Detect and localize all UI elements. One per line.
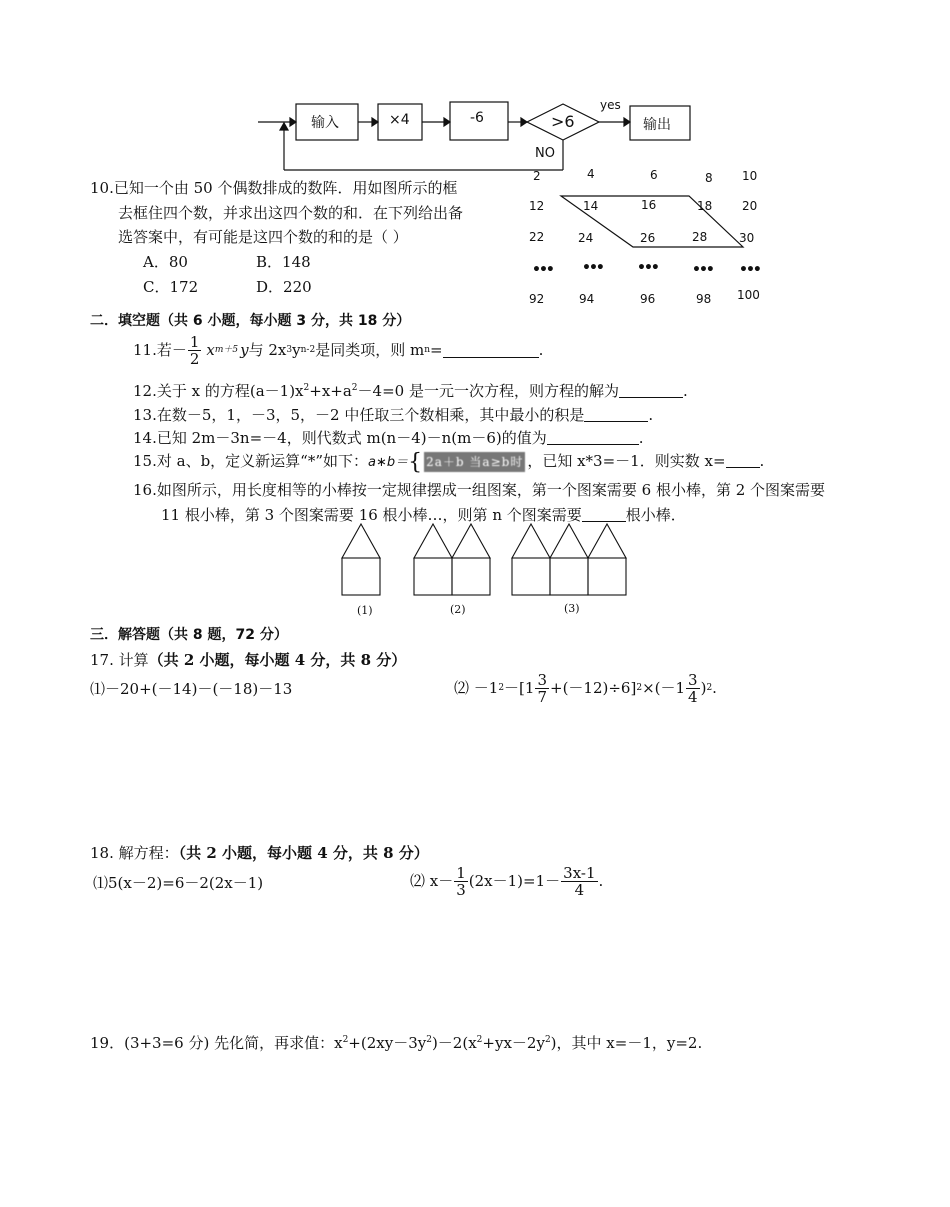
q17-part2: ⑵ －1 2 －[1 $\frac{3}{7}$ +(－12)÷6] 2 ×(－1 $\frac{3}{4}$ ) 2 . [454,670,717,706]
q18-2-f2-den: 4 [574,880,585,899]
q17-2-text-d: ×(－1 [642,679,686,697]
q16-line1: 16.如图所示，用长度相等的小棒按一定规律摆成一组图案，第一个图案需要 6 根小棒，第 2 个图案需要 [133,481,826,499]
q19-exp4: 2 [544,1035,551,1045]
flowchart-subtract-box: -6 [470,110,484,126]
q17-2-f2-num: 3 [688,670,698,689]
q18-2-f1-den: 3 [456,880,466,899]
grid-ellipsis: ••• [637,260,658,276]
q19-exp3: 2 [476,1035,483,1045]
grid-cell: 20 [742,199,758,213]
q16-house-patterns [330,520,630,600]
grid-cell: 30 [739,231,755,245]
grid-ellipsis: ••• [532,262,553,278]
q13: 13.在数－5，1，－3，5，－2 中任取三个数相乘，其中最小的积是 . [133,406,654,424]
flowchart-input-box: 输入 [311,115,339,131]
q11-fraction [188,334,202,367]
q12-text-b: +x+a [309,382,352,400]
q17-2-text-e: ) [700,679,707,697]
q19 [90,1033,702,1053]
grid-cell: 8 [705,171,713,185]
grid-cell: 2 [533,169,541,183]
q18-heading-text: 18. 解方程： [90,844,179,862]
q11-y2: y [292,341,301,359]
q19-exp2: 2 [426,1035,432,1045]
q12-text-c: －4=0 是一元一次方程，则方程的解为 [357,382,619,400]
q11-frac-num: 1 [189,332,200,351]
q11: 11.若－ $\frac{1}{2}$ x m＋5 y 与 2x 3 y n-2 是同类项，则 m n = . [133,332,544,368]
q17-2-text-a: ⑵ －1 [454,679,499,697]
grid-cell: 94 [579,292,595,306]
grid-cell: 12 [529,199,545,213]
grid-cell: 26 [640,231,656,245]
grid-cell: 100 [737,288,760,302]
q11-answer-blank[interactable] [443,343,539,358]
q10-option-b: B．148 [256,253,311,271]
q17-2-f1-den: 7 [537,687,547,706]
q16-text-a: 11 根小棒，第 3 个图案需要 16 根小棒…，则第 n 个图案需要 [161,506,582,524]
q17-2-text-c: +(－12)÷6] [550,679,637,697]
q18-part1: ⑴5(x－2)=6－2(2x－1) [93,874,264,892]
q10-line2: 去框住四个数，并求出这四个数的和．在下列给出备 [118,204,464,222]
flowchart-no-label: NO [535,146,555,161]
q18-2-text-b: (2x－1)=1－ [468,872,561,890]
grid-cell: 10 [742,169,758,183]
q18-part2 [410,858,603,904]
q17-heading [90,650,406,670]
q10-option-a: A．80 [143,253,188,271]
flowchart [250,92,700,178]
q12-exp1: 2 [303,383,310,393]
q14-text: 14.已知 2m－3n=－4，则代数式 m(n－4)－n(m－6)的值为 [133,429,547,447]
q12-answer-blank[interactable] [619,383,683,398]
fig-label-3: (3) [564,602,580,615]
q10-line1: 10.已知一个由 50 个偶数排成的数阵．用如图所示的框 [90,179,458,197]
q13-text: 13.在数－5，1，－3，5，－2 中任取三个数相乘，其中最小的积是 [133,406,585,424]
q19-text-d: +yx－2y [482,1034,545,1052]
fig-label-1: (1) [357,604,373,617]
q17-2-fraction1 [535,672,549,705]
q19-text-e: )，其中 x=－1，y=2. [550,1034,703,1052]
q11-mid: 与 2x [248,341,287,359]
section2-heading: 二．填空题（共 6 小题，每小题 3 分，共 18 分） [90,313,411,329]
section3-heading: 三．解答题（共 8 题，72 分） [90,627,288,643]
q11-frac-den: 2 [189,349,200,368]
flowchart-multiply-box: ×4 [389,112,410,128]
q10-option-d: D．220 [256,278,312,296]
q19-exp1: 2 [342,1035,349,1045]
q15-text-a: 15.对 a、b，定义新运算“*”如下： [133,452,369,470]
q18-2-f2-num: 3x-1 [563,863,596,882]
q15-text-b: ，已知 x*3=－1．则实数 x= [527,452,726,470]
q19-text-c: )－2(x [431,1034,477,1052]
q12-text-a: 12.关于 x 的方程(a－1)x [133,382,304,400]
q17-2-f2-den: 4 [688,687,698,706]
grid-cell: 24 [578,231,594,245]
q15: 15.对 a、b，定义新运算“*”如下：a∗b＝{ 2a＋b 当a≥b时 ，已知 x*3=－1．则实数 x= . [133,450,765,475]
q18-2-f1-num: 1 [456,863,466,882]
q15-formula: a∗b＝ [368,455,409,470]
q11-x: x [206,341,215,359]
grid-cell: 6 [650,168,658,182]
grid-cell: 14 [583,199,599,213]
q11-end: = [430,341,443,359]
q12: 12.关于 x 的方程$(a-1)x^2+x+a^2-4=0$ 是一元一次方程，则方程的解为 . [133,382,688,400]
q17-2-text-b: －[1 [504,679,535,697]
q18-2-fraction1 [454,865,468,898]
flowchart-condition: >6 [551,112,575,131]
q18-heading-points: （共 2 小题，每小题 4 分，共 8 分） [178,844,429,862]
q17-2-fraction2 [686,672,700,705]
q14: 14.已知 2m－3n=－4，则代数式 m(n－4)－n(m－6)的值为 . [133,429,644,447]
q17-2-f1-num: 3 [537,670,547,689]
q17-heading-text: 17. 计算 [90,651,149,669]
flowchart-yes-label: yes [600,98,621,112]
q11-suffix: 是同类项，则 m [315,341,425,359]
q17-2-end: . [712,679,717,697]
q14-answer-blank[interactable] [547,430,639,445]
q18-2-fraction2 [561,865,597,898]
q10-line3: 选答案中，有可能是这四个数的和的是（ ） [118,228,408,246]
grid-cell: 18 [697,199,713,213]
flowchart-output-box: 输出 [643,117,671,133]
grid-ellipsis: ••• [739,262,760,278]
grid-cell: 28 [692,230,708,244]
q10-option-c: C．172 [143,278,199,296]
q16-text-b: 根小棒． [625,506,686,524]
grid-cell: 16 [641,198,657,212]
grid-ellipsis: ••• [582,260,603,276]
grid-cell: 98 [696,292,712,306]
q19-text-a: 19．(3+3=6 分) 先化简，再求值：x [90,1034,343,1052]
q13-answer-blank[interactable] [584,407,648,422]
q11-y: y [240,341,249,359]
grid-cell: 96 [640,292,656,306]
q17-part1: ⑴－20+(－14)－(－18)－13 [90,680,293,698]
q10-parallelogram-frame [555,190,758,254]
q15-definition-image: 2a＋b 当a≥b时 [424,452,525,472]
grid-cell: 22 [529,230,545,244]
q11-prefix: 11.若－ [133,341,187,359]
grid-cell: 4 [587,167,595,181]
q19-text-b: +(2xy－3y [348,1034,427,1052]
grid-ellipsis: ••• [692,262,713,278]
q18-2-end: . [598,872,604,890]
q18-2-text-a: ⑵ x－ [410,872,454,890]
q12-exp2: 2 [351,383,358,393]
grid-cell: 92 [529,292,545,306]
fig-label-2: (2) [450,603,466,616]
q18-heading [90,843,429,863]
q17-heading-points: （共 2 小题，每小题 4 分，共 8 分） [148,651,407,669]
q15-answer-blank[interactable] [726,453,760,468]
